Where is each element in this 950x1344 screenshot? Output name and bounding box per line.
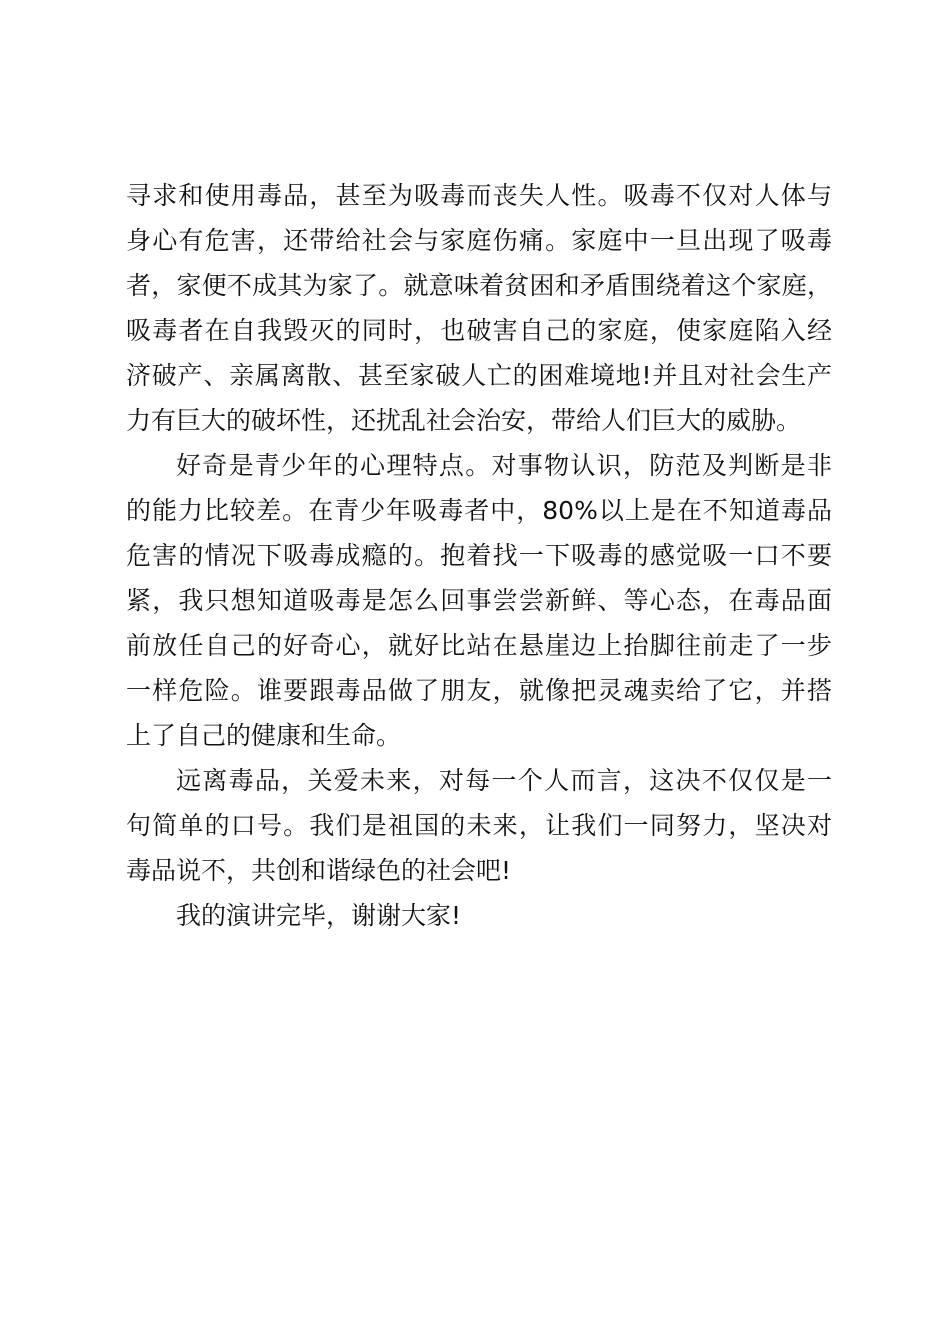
text-line: 者，家便不成其为家了。就意味着贫困和矛盾围绕着这个家庭， xyxy=(126,271,832,300)
paragraph-2 xyxy=(126,443,832,758)
text-line: 的能力比较差。在青少年吸毒者中，80%以上是在不知道毒品 xyxy=(126,496,832,525)
text-line: 危害的情况下吸毒成瘾的。抱着找一下吸毒的感觉吸一口不要 xyxy=(126,541,832,570)
document-body xyxy=(126,173,832,938)
text-line: 济破产、亲属离散、甚至家破人亡的困难境地!并且对社会生产 xyxy=(126,361,832,390)
text-line: 力有巨大的破坏性，还扰乱社会治安，带给人们巨大的威胁。 xyxy=(126,406,802,435)
text-line: 身心有危害，还带给社会与家庭伤痛。家庭中一旦出现了吸毒 xyxy=(126,226,832,255)
paragraph-4 xyxy=(126,893,832,938)
text-line: 吸毒者在自我毁灭的同时，也破害自己的家庭，使家庭陷入经 xyxy=(126,316,832,345)
text-line: 毒品说不，共创和谐绿色的社会吧! xyxy=(126,856,512,885)
paragraph-1 xyxy=(126,173,832,443)
text-line: 前放任自己的好奇心，就好比站在悬崖边上抬脚往前走了一步 xyxy=(126,631,832,660)
text-line: 寻求和使用毒品，甚至为吸毒而丧失人性。吸毒不仅对人体与 xyxy=(126,181,832,210)
text-line: 句简单的口号。我们是祖国的未来，让我们一同努力，坚决对 xyxy=(126,811,832,840)
text-line: 紧，我只想知道吸毒是怎么回事尝尝新鲜、等心态，在毒品面 xyxy=(126,586,832,615)
text-line: 好奇是青少年的心理特点。对事物认识，防范及判断是非 xyxy=(176,451,832,480)
paragraph-3 xyxy=(126,758,832,893)
text-line: 上了自己的健康和生命。 xyxy=(126,721,402,750)
text-line: 我的演讲完毕，谢谢大家! xyxy=(176,901,462,930)
text-line: 一样危险。谁要跟毒品做了朋友，就像把灵魂卖给了它，并搭 xyxy=(126,676,832,705)
text-line: 远离毒品，关爱未来，对每一个人而言，这决不仅仅是一 xyxy=(176,766,832,795)
